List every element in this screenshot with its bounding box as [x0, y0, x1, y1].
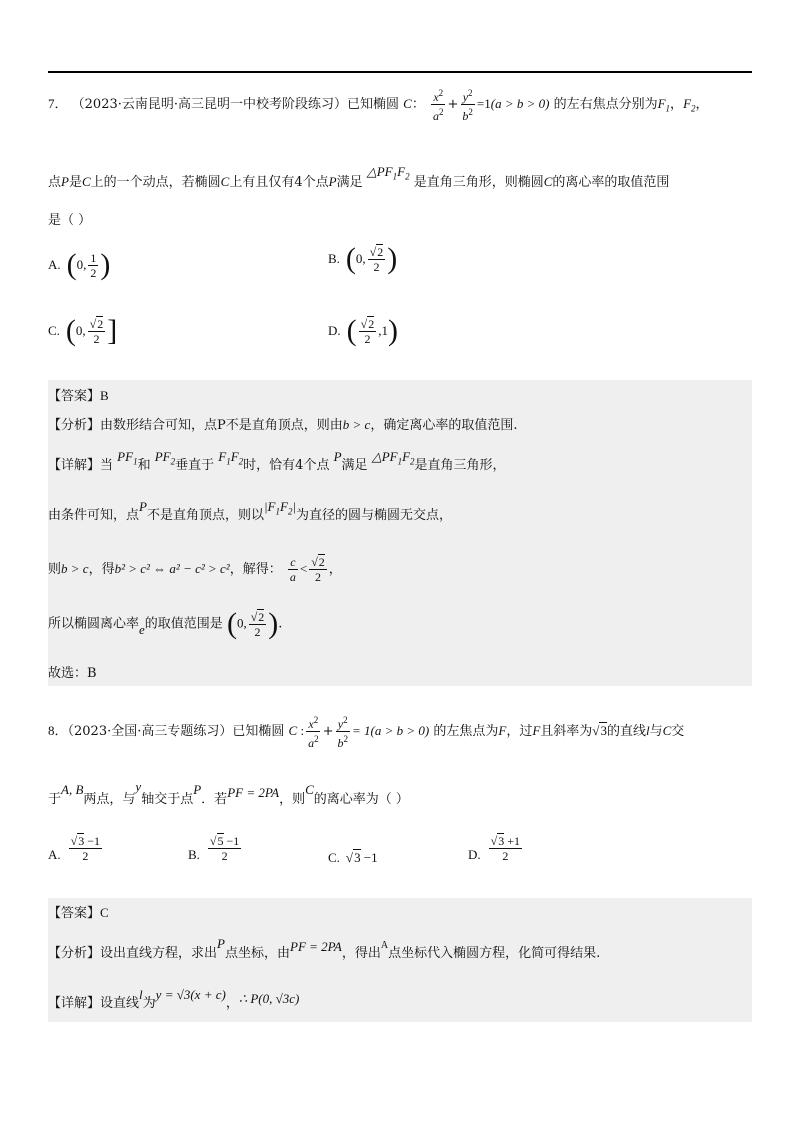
q8-a3: ，得出	[341, 946, 381, 961]
q7-l2-c: 上的一个动点，若椭圆	[90, 175, 221, 190]
q8-frac-y: $\frac{y^2}{b^2}$	[337, 715, 348, 750]
q8-vec-eq: PF = 2PA	[227, 785, 280, 800]
q7-analysis-text: 由数形结合可知，点P不是直角顶点，则由	[100, 418, 343, 433]
q7-line-1: 7． （2023·云南昆明·高三昆明一中校考阶段练习）已知椭圆 C： $\frac{x^2}{a^2}$ + $\frac{y^2}{b^2}$ =1(a > b > 0) 的左右焦点分别为$F_1$，$F_2$，	[48, 88, 709, 123]
q7-option-c-lhs: 0,	[75, 323, 86, 338]
q7-detail-2	[48, 499, 453, 530]
q7-foci-text: 的左右焦点分别为	[553, 97, 658, 112]
q7-option-b-letter: B.	[328, 251, 340, 266]
q8-t5: 与	[649, 724, 663, 739]
q7-detail-4: 所以椭圆离心率e的取值范围是 (0, $\frac{√2}{2}$ ).	[48, 607, 283, 640]
q8-option-b-frac: $\frac{√5 -1}{2}$	[209, 834, 240, 863]
q8-l2a: 于	[48, 792, 62, 807]
q8-t1: 的左焦点为	[433, 724, 499, 739]
q7-option-d-frac: $\frac{√2}{2}$	[360, 316, 375, 346]
q8-option-c-letter: C.	[328, 850, 340, 865]
q8-analysis-label: 【分析】	[48, 946, 101, 961]
q8-a2: 点坐标，由	[224, 946, 290, 961]
q8-option-b-letter: B.	[188, 847, 200, 862]
q7-l2-P: P	[61, 174, 69, 189]
q8-line-2	[48, 779, 409, 810]
q7-d3d: ，	[328, 562, 342, 577]
q8-option-c[interactable]	[328, 850, 378, 866]
q7-frac-y: $\frac{y^2}{b^2}$	[462, 88, 473, 123]
q8-number: 8．	[48, 723, 68, 738]
q8-F2: F	[532, 723, 541, 738]
q8-answer-label: 【答案】	[48, 906, 101, 921]
q8-frac-x: $\frac{x^2}{a^2}$	[308, 715, 319, 750]
q7-d4e: e	[139, 621, 145, 637]
q8-t6: 交	[671, 724, 685, 739]
q7-d2c: 为直径的圆与椭圆无交点，	[296, 508, 453, 523]
q7-option-d[interactable]: D. ( $\frac{√2}{2}$ ,1 )	[328, 314, 398, 347]
q8-t3: 且斜率为	[540, 724, 593, 739]
q7-analysis-cond: b > c	[342, 417, 371, 432]
q7-d2a: 由条件可知，点	[48, 508, 140, 523]
q7-d-f1f2: $F_1F_2$	[218, 449, 244, 467]
q8-l2b: 两点，与	[83, 792, 136, 807]
q8-d2: 为	[142, 996, 156, 1011]
q8-option-a[interactable]	[48, 834, 104, 863]
q8-slope: √3	[592, 723, 607, 738]
q7-curve: C	[403, 96, 412, 111]
q7-l2-g: 的离心率的取值范围	[552, 175, 670, 190]
q8-a4: 点坐标代入椭圆方程，化简可得结果.	[388, 946, 601, 961]
q7-l2-C2: C	[220, 174, 230, 189]
q7-option-d-rhs: ,1	[378, 323, 388, 338]
q7-d3-frac-sqrt: $\frac{√2}{2}$	[311, 555, 325, 584]
q8-a1: 设出直线方程，求出	[100, 946, 218, 961]
q7-analysis-tail: ，确定离心率的取值范围.	[370, 418, 518, 433]
q7-d4b: 的取值范围是	[144, 616, 223, 632]
q7-answer-value: B	[100, 388, 109, 403]
q7-a: a	[432, 109, 439, 123]
q7-d-pf2: $PF_2$	[154, 449, 176, 467]
q7-option-b[interactable]: B. ( 0, $\frac{√2}{2}$ )	[328, 242, 398, 275]
q8-AB: A, B	[61, 782, 84, 797]
q7-f2: $F_2$	[683, 96, 696, 114]
q8-d3: ，	[225, 996, 239, 1011]
header-rule	[48, 71, 752, 73]
q7-l2-a: 点	[48, 175, 62, 190]
q7-option-b-lhs: 0,	[355, 251, 366, 266]
q8-answer-value: C	[100, 905, 109, 920]
q7-d-tri: $\triangle PF_1F_2$	[371, 449, 415, 467]
q7-option-a-lhs: 0,	[76, 257, 87, 272]
q7-d-P: P	[333, 449, 342, 464]
q7-x: x	[433, 90, 439, 104]
q7-frac-x: $\frac{x^2}{a^2}$	[432, 88, 444, 123]
q7-number: 7．	[48, 96, 68, 111]
q8-y: y	[135, 779, 142, 794]
q8-option-b[interactable]	[188, 834, 243, 863]
q7-option-c[interactable]: C. ( 0, $\frac{√2}{2}$ ]	[48, 314, 118, 347]
q7-line-2	[48, 164, 670, 197]
q8-P: P	[193, 782, 202, 797]
q8-dthus: ∴ P(0, √3c)	[238, 991, 300, 1006]
q8-dl: l	[139, 987, 143, 1002]
q8-aA: A	[380, 940, 389, 951]
q7-d3a: 则	[48, 562, 62, 577]
q8-option-c-value: √3 −1	[345, 850, 378, 865]
q7-option-c-letter: C.	[48, 323, 60, 338]
q7-d1b: 时，恰有4个点	[243, 458, 330, 473]
q7-eq-rhs: =1	[476, 96, 491, 111]
q7-y: y	[462, 90, 469, 104]
q8-l2c: 轴交于点	[141, 792, 194, 807]
q7-d1d: 是直角三角形，	[414, 458, 506, 473]
q8-option-d-frac: $\frac{√3 +1}{2}$	[490, 834, 521, 863]
q7-d2P: P	[139, 499, 147, 514]
q7-d1c: 满足	[341, 458, 368, 473]
q8-option-a-letter: A.	[48, 847, 61, 862]
q7-option-d-letter: D.	[328, 323, 341, 338]
q8-C3: C	[305, 782, 314, 797]
q8-analysis	[48, 936, 601, 965]
q8-t4: 的直线	[606, 724, 646, 739]
q8-curve: C	[288, 723, 298, 738]
q8-option-a-frac: $\frac{√3 -1}{2}$	[70, 834, 101, 863]
q7-option-a-frac: $\frac{1}{2}$	[90, 250, 97, 280]
q7-option-c-frac: $\frac{√2}{2}$	[89, 316, 104, 346]
q8-eq-rhs: = 1(a > b > 0)	[351, 723, 430, 738]
q7-d3eq: b² > c² ⇔ a² − c² > c²	[114, 561, 230, 576]
q7-d3c: ，解得：	[229, 562, 282, 577]
q7-l2-e: 满足	[336, 175, 363, 190]
q7-d4-frac: $\frac{√2}{2}$	[250, 609, 265, 639]
q8-l: l	[645, 723, 650, 738]
q7-l2-P2: P	[328, 174, 337, 189]
q7-l2-C: C	[81, 174, 91, 189]
q7-l2-d: 上有且仅有4个点	[229, 175, 329, 190]
q8-avec: PF = 2PA	[290, 939, 342, 954]
q8-option-d[interactable]	[468, 834, 524, 863]
q8-source: （2023·全国·高三专题练习）已知椭圆	[67, 724, 285, 739]
q7-triangle: $\triangle PF_1F_2$	[366, 164, 410, 182]
q7-d3-frac-ca: $\frac{c}{a}$	[289, 555, 296, 584]
q7-d2abs: $|F_1F_2|$	[263, 499, 297, 517]
q7-b: b	[462, 109, 469, 123]
q7-d3b: ，得	[88, 562, 115, 577]
q8-l2f: 的离心率为（ ）	[313, 792, 409, 807]
q8-d1: 设直线	[100, 996, 140, 1011]
q7-line-3: 是（ ）	[48, 213, 92, 228]
q7-answer	[48, 386, 109, 407]
q7-option-a[interactable]: A. ( 0, $\frac{1}{2}$ )	[48, 248, 111, 281]
q7-detail-1	[48, 449, 506, 480]
q7-d3cond: b > c	[61, 561, 89, 576]
q7-l2-b: 是	[68, 175, 82, 190]
q7-option-a-letter: A.	[48, 257, 61, 272]
q8-line-1: 8．（2023·全国·高三专题练习）已知椭圆 C : $\frac{x^2}{a^2}$ + $\frac{y^2}{b^2}$ = 1(a > b > 0) 的左焦点为F，过F且斜率为√3的直线l与C交	[48, 715, 685, 750]
q7-d-perp: 垂直于	[175, 458, 215, 473]
q7-source: （2023·云南昆明·高三昆明一中校考阶段练习）已知椭圆	[71, 97, 400, 112]
q7-d3lt: <	[299, 561, 308, 576]
q7-d4end: .	[278, 616, 283, 632]
q7-analysis	[48, 415, 517, 436]
q8-option-d-letter: D.	[468, 847, 481, 862]
q8-F: F	[498, 723, 507, 738]
q8-l2e: ，则	[279, 792, 306, 807]
q8-t2: ，过	[506, 724, 533, 739]
q7-option-b-frac: $\frac{√2}{2}$	[369, 244, 384, 274]
q8-colon: :	[297, 723, 305, 738]
q7-d-pf1: $PF_1$	[117, 449, 138, 467]
q8-C2: C	[662, 723, 672, 738]
q7-analysis-label: 【分析】	[48, 418, 101, 433]
q8-deq: y = √3(x + c)	[155, 987, 226, 1002]
q7-d2b: 不是直角顶点，则以	[146, 508, 264, 523]
q7-d4a: 所以椭圆离心率	[48, 616, 140, 632]
q7-d1a: 当	[100, 458, 114, 473]
q8-l2d: ．若	[201, 792, 228, 807]
q7-detail-label: 【详解】	[48, 458, 101, 473]
q7-l2-f: 是直角三角形，则椭圆	[413, 175, 544, 190]
q8-detail	[48, 987, 300, 1014]
q7-d-and: 和	[137, 458, 151, 473]
q7-conclusion: 故选：B	[48, 666, 97, 681]
q8-detail-label: 【详解】	[48, 996, 101, 1011]
q7-colon: ：	[411, 97, 425, 112]
q7-f1: $F_1$	[657, 96, 671, 114]
q7-l2-C3: C	[543, 174, 553, 189]
q8-aP: P	[217, 936, 225, 951]
q7-answer-label: 【答案】	[48, 389, 101, 404]
q8-answer	[48, 903, 109, 924]
q7-detail-3	[48, 555, 342, 584]
q7-cond: (a > b > 0)	[490, 96, 550, 111]
